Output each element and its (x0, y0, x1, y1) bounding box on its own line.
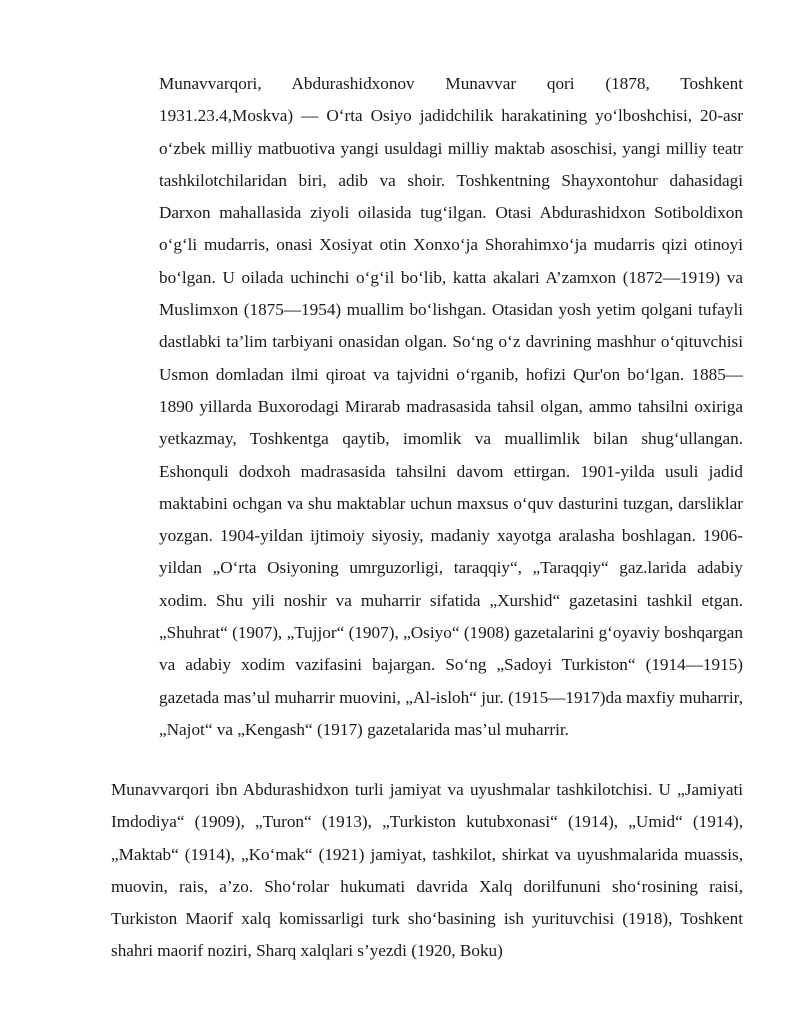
paragraph-organizations: Munavvarqori ibn Abdurashidxon turli jamiyat va uyushmalar tashkilotchisi. U „Jamiyati Imdodiya“ (1909), „Turon“ (1913), „Turkiston kutubxonasi“ (1914), „Umid“ (1914), „Maktab“ (1914), „Ko‘mak“ (1921) jamiyat, tashkilot, shirkat va uyushmalarida muassis, muovin, rais, a’zo. Sho‘rolar hukumati davrida Xalq dorilfununi sho‘rosining raisi, Turkiston Maorif xalq komissarligi turk sho‘basining ish yurituvchisi (1918), Toshkent shahri maorif noziri, Sharq xalqlari s’yezdi (1920, Boku) (111, 780, 743, 961)
paragraph-biography-intro: Munavvarqori, Abdurashidxonov Munavvar qori (1878, Toshkent 1931.23.4,Moskva) — O‘rta Osiyo jadidchilik harakatining yo‘lboshchisi, 20-asr o‘zbek milliy matbuotiva yangi usuldagi milliy maktab asoschisi, yangi milliy teatr tashkilotchilaridan biri, adib va shoir. Toshkentning Shayxontohur dahasidagi Darxon mahallasida ziyoli oilasida tug‘ilgan. Otasi Abdurashidxon Sotiboldixon o‘g‘li mudarris, onasi Xosiyat otin Xonxo‘ja Shorahimxo‘ja mudarris qizi otinoyi bo‘lgan. U oilada uchinchi o‘g‘il bo‘lib, katta akalari A’zamxon (1872—1919) va Muslimxon (1875—1954) muallim bo‘lishgan. Otasidan yosh yetim qolgani tufayli dastlabki ta’lim tarbiyani onasidan olgan. So‘ng o‘z davrining mashhur o‘qituvchisi Usmon domladan ilmi qiroat va tajvidni o‘rganib, hofizi Qur'on bo‘lgan. 1885—1890 yillarda Buxorodagi Mirarab madrasasida tahsil olgan, ammo tahsilni oxiriga yetkazmay, Toshkentga qaytib, imomlik va muallimlik bilan shug‘ullangan. Eshonquli dodxoh madrasasida tahsilni davom ettirgan. 1901-yilda usuli jadid maktabini ochgan va shu maktablar uchun maxsus o‘quv dasturini tuzgan, darsliklar yozgan. 1904-yildan ijtimoiy siyosiy, madaniy xayotga aralasha boshlagan. 1906-yildan „O‘rta Osiyoning umrguzorligi, taraqqiy“, „Taraqqiy“ gaz.larida adabiy xodim. Shu yili noshir va muharrir sifatida „Xurshid“ gazetasini tashkil etgan. „Shuhrat“ (1907), „Tujjor“ (1907), „Osiyo“ (1908) gazetalarini g‘oyaviy boshqargan va adabiy xodim vazifasini bajargan. So‘ng „Sadoyi Turkiston“ (1914—1915) gazetada mas’ul muharrir muovini, „Al-isloh“ jur. (1915—1917)da maxfiy muharrir, „Najot“ va „Kengash“ (1917) gazetalarida mas’ul muharrir. (159, 74, 743, 739)
